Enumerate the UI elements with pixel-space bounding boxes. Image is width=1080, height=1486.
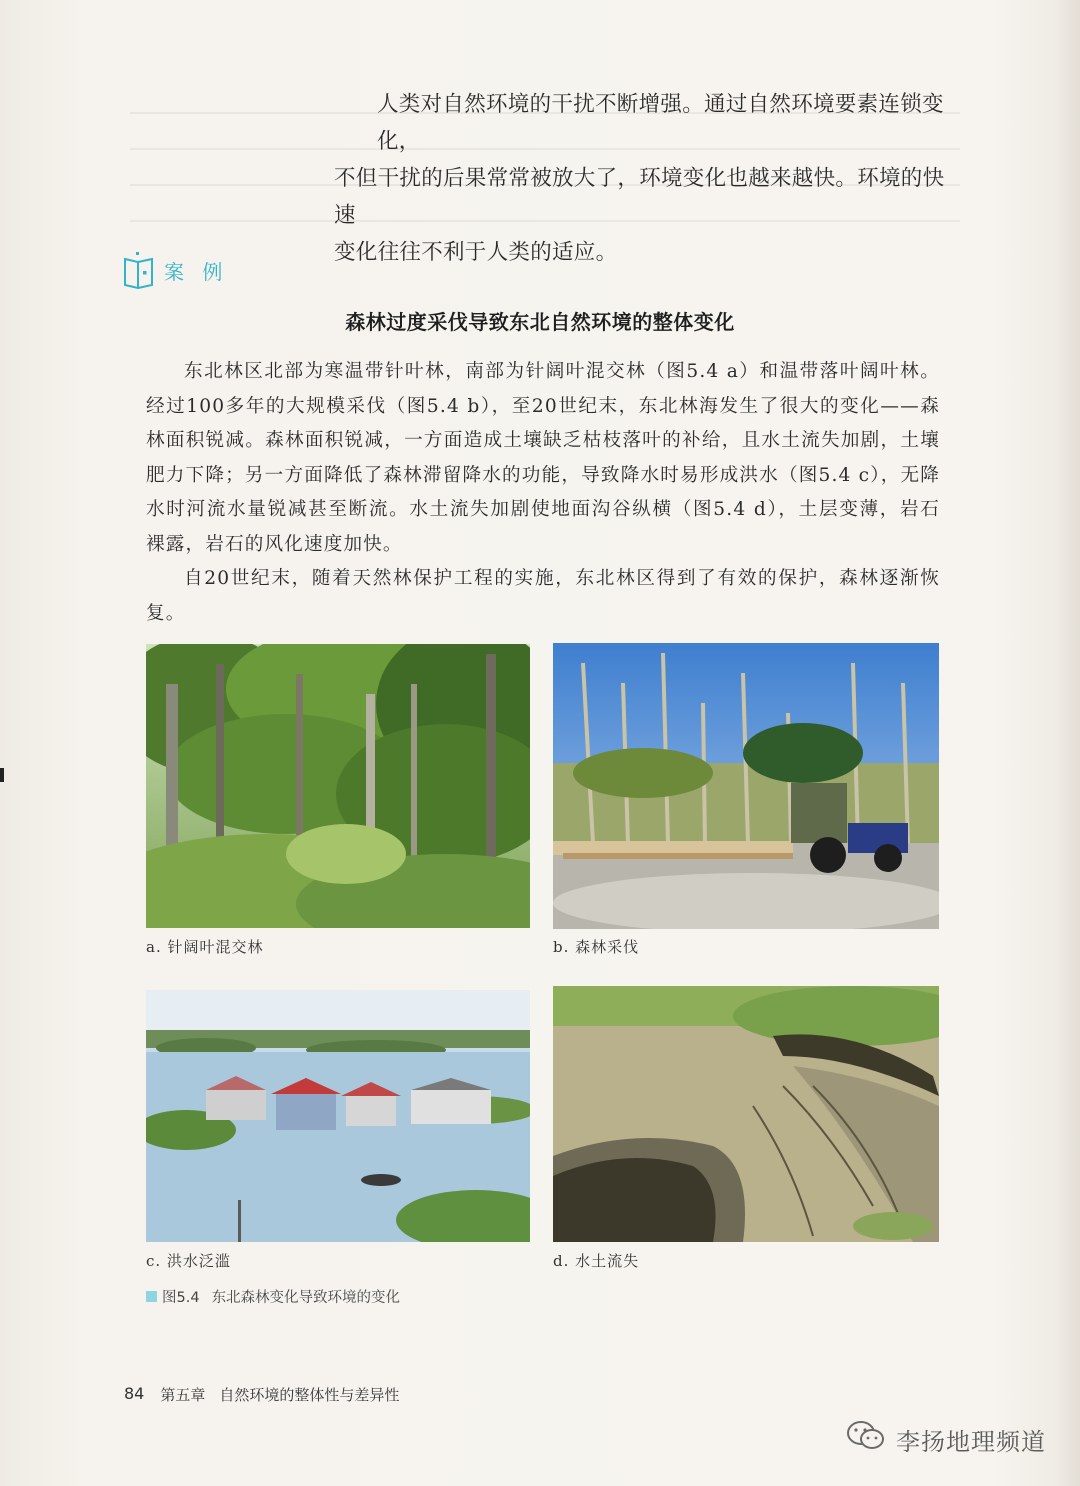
caption-d: d. 水土流失 bbox=[553, 1252, 640, 1270]
caption-c: c. 洪水泛滥 bbox=[146, 1252, 231, 1270]
caption-marker-icon bbox=[146, 1291, 157, 1302]
photo-flood bbox=[146, 990, 530, 1242]
intro-line-1: 人类对自然环境的干扰不断增强。通过自然环境要素连锁变化， bbox=[377, 92, 944, 154]
article-paragraph-1: 东北林区北部为寒温带针叶林，南部为针阔叶混交林（图5.4 a）和温带落叶阔叶林。经过100多年的大规模采伐（图5.4 b），至20世纪末，东北林海发生了很大的变化——森林面积锐减。森林面积锐减，一方面造成土壤缺乏枯枝落叶的补给，且水土流失加剧，土壤肥力下降；另一方面降低了森林滞留降水的功能，导致降水时易形成洪水（图5.4 c），无降水时河流水量锐减甚至断流。水土流失加剧使地面沟谷纵横（图5.4 d），土层变薄，岩石裸露，岩石的风化速度加快。 bbox=[146, 361, 940, 555]
figure-caption-text: 东北森林变化导致环境的变化 bbox=[211, 1290, 401, 1306]
article-body bbox=[146, 355, 940, 631]
watermark bbox=[846, 1419, 1046, 1459]
photo-soil-erosion bbox=[553, 986, 939, 1242]
page-number: 84 bbox=[124, 1384, 145, 1403]
scan-edge-mark bbox=[0, 768, 4, 782]
chapter-number: 第五章 bbox=[160, 1386, 206, 1404]
article-title: 森林过度采伐导致东北自然环境的整体变化 bbox=[345, 310, 735, 334]
figure-caption bbox=[146, 1286, 400, 1307]
figure-number: 图5.4 bbox=[162, 1290, 200, 1306]
caption-b: b. 森林采伐 bbox=[553, 938, 640, 956]
case-section-header bbox=[122, 250, 228, 290]
chapter-title: 自然环境的整体性与差异性 bbox=[219, 1386, 400, 1404]
photo-logging bbox=[553, 643, 939, 929]
photo-mixed-forest bbox=[146, 644, 530, 928]
intro-paragraph bbox=[334, 86, 964, 271]
watermark-text: 李扬地理频道 bbox=[896, 1427, 1046, 1456]
page-edge-shadow bbox=[1058, 0, 1080, 1486]
book-icon bbox=[122, 251, 156, 289]
intro-line-2: 不但干扰的后果常常被放大了，环境变化也越来越快。环境的快速 bbox=[334, 166, 945, 228]
intro-line-3: 变化往往不利于人类的适应。 bbox=[334, 240, 618, 265]
wechat-icon bbox=[846, 1419, 886, 1459]
page-footer bbox=[124, 1384, 399, 1405]
case-label: 案 例 bbox=[164, 259, 229, 284]
article-paragraph-2: 自20世纪末，随着天然林保护工程的实施，东北林区得到了有效的保护，森林逐渐恢复。 bbox=[146, 568, 940, 624]
caption-a: a. 针阔叶混交林 bbox=[146, 938, 264, 956]
